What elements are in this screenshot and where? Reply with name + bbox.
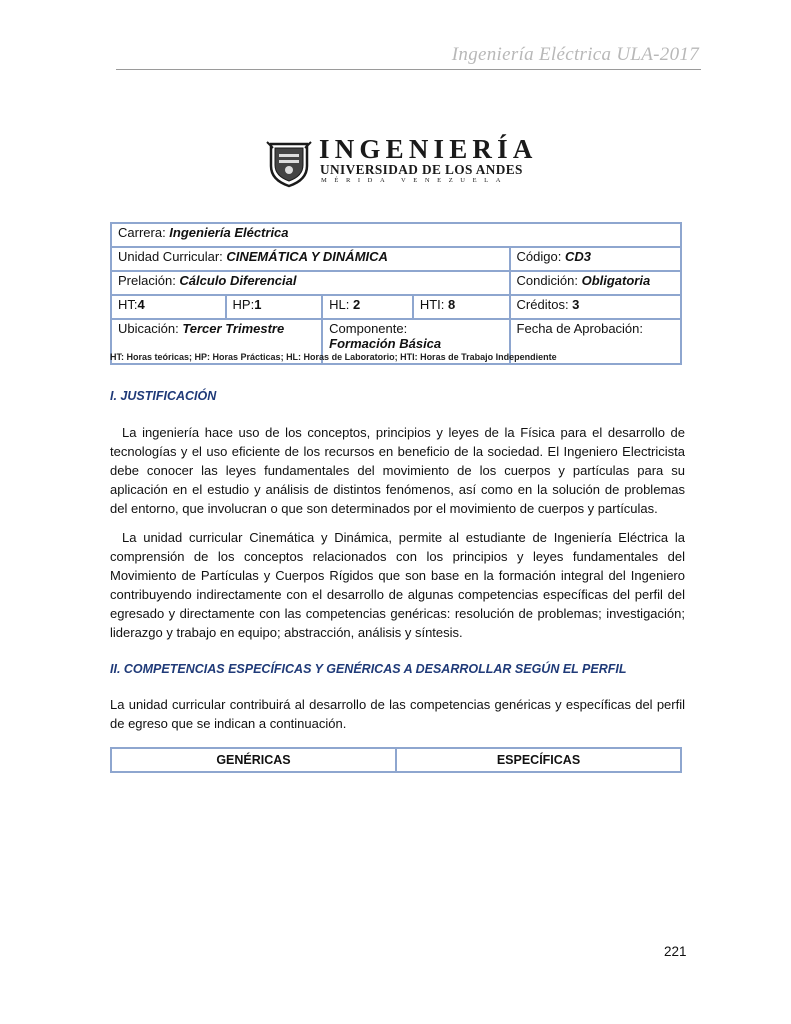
page-number: 221 xyxy=(664,944,687,959)
prelacion-cell: Prelación: Cálculo Diferencial xyxy=(111,271,510,295)
hti-cell: HTI: 8 xyxy=(413,295,510,319)
carrera-cell: Carrera: Ingeniería Eléctrica xyxy=(111,223,681,247)
unidad-cell: Unidad Curricular: CINEMÁTICA Y DINÁMICA xyxy=(111,247,510,271)
table-row xyxy=(111,295,681,319)
hl-cell: HL: 2 xyxy=(322,295,413,319)
hours-legend: HT: Horas teóricas; HP: Horas Prácticas; HL: Horas de Laboratorio; HTI: Horas de Trabajo Independiente xyxy=(110,352,557,362)
paragraph-justificacion-1: La ingeniería hace uso de los conceptos, principios y leyes de la Física para el desarrollo de tecnologías y el uso eficiente de los recursos en beneficio de la sociedad. El Ingeniero Electricista debe conocer las leyes fundamentales del movimiento de los cuerpos y partículas para su aplicación en el estudio y análisis de distintos fenómenos, así como en la solución de problemas del entorno, que involucran o que son determinados por el movimiento de cuerpos y partículas. xyxy=(110,425,685,516)
ubicacion-cell: Ubicación: Tercer Trimestre xyxy=(111,319,322,364)
ht-cell: HT:4 xyxy=(111,295,226,319)
hp-cell: HP:1 xyxy=(226,295,323,319)
university-logo xyxy=(265,134,538,188)
section-title-justificacion: I. JUSTIFICACIÓN xyxy=(110,389,217,403)
section-title-competencias: II. COMPETENCIAS ESPECÍFICAS Y GENÉRICAS A DESARROLLAR SEGÚN EL PERFIL xyxy=(110,662,627,676)
university-seal-icon xyxy=(265,138,313,188)
column-header-genericas: GENÉRICAS xyxy=(111,748,396,772)
course-info-table xyxy=(110,222,682,365)
logo-title: INGENIERÍA xyxy=(319,134,538,164)
codigo-cell: Código: CD3 xyxy=(510,247,681,271)
table-row xyxy=(111,247,681,271)
paragraph-justificacion-2: La unidad curricular Cinemática y Dinámica, permite al estudiante de Ingeniería Eléctrica la comprensión de los conceptos relacionados con los principios y leyes fundamentales del Movimiento de Partículas y Cuerpos Rígidos que son base en la formación integral del Ingeniero contribuyendo indirectamente con el desarrollo de algunas competencias específicas del perfil del egresado y directamente con las competencias genéricas: resolución de problemas; investigación; liderazgo y trabajo en equipo; abstracción, análisis y síntesis. xyxy=(110,530,685,640)
fecha-aprobacion-cell: Fecha de Aprobación: xyxy=(510,319,681,364)
paragraph-competencias: La unidad curricular contribuirá al desarrollo de las competencias genéricas y específicas del perfil de egreso que se indican a continuación. xyxy=(110,697,685,731)
competencias-table xyxy=(110,747,682,773)
logo-location: MÉRIDA VENEZUELA xyxy=(321,177,509,184)
componente-cell: Componente: Formación Básica xyxy=(322,319,509,364)
logo-university-name: UNIVERSIDAD DE LOS ANDES xyxy=(320,162,523,177)
header-rule xyxy=(116,69,701,70)
condicion-cell: Condición: Obligatoria xyxy=(510,271,681,295)
table-row xyxy=(111,271,681,295)
table-row xyxy=(111,223,681,247)
table-row xyxy=(111,748,681,772)
column-header-especificas: ESPECÍFICAS xyxy=(396,748,681,772)
running-header: Ingeniería Eléctrica ULA-2017 xyxy=(451,44,699,65)
creditos-cell: Créditos: 3 xyxy=(510,295,681,319)
